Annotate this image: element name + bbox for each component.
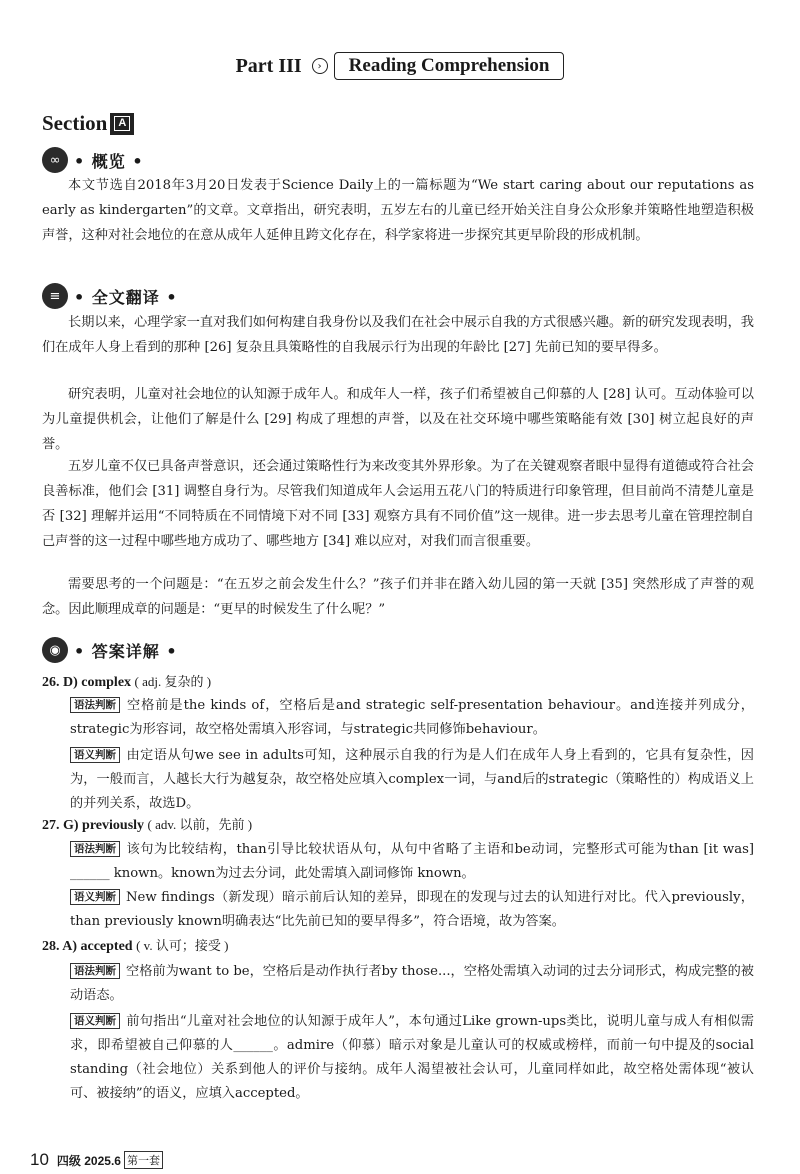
answers-heading-text: • 答案详解 • (74, 641, 178, 661)
overview-heading (42, 147, 144, 173)
part-title: Reading Comprehension (334, 52, 565, 80)
translation-p4: 需要思考的一个问题是：“在五岁之前会发生什么？”孩子们并非在踏入幼儿园的第一天就 [35] 突然形成了声誉的观念。因此顺理成章的问题是：“更早的时候发生了什么呢？” (42, 577, 754, 617)
answer-28-head (42, 935, 228, 955)
answer-26-note: ( adj. 复杂的 ) (134, 674, 212, 689)
answer-27-head (42, 814, 252, 834)
answer-26-meaning-text: 由定语从句we see in adults可知，这种展示自我的行为是人们在成年人身上看到的，它具有复杂性，因为，一般而言，人越长大行为越复杂，故空格处应填入complex一词，与and后的strategic（策略性的）构成语义上的并列关系，故选D。 (70, 748, 754, 811)
meaning-tag: 语义判断 (70, 889, 120, 905)
answer-28-note: ( v. 认可；接受 ) (136, 938, 229, 953)
footer-volume: 第一套 (124, 1151, 163, 1169)
page-footer (30, 1150, 163, 1170)
answer-27-note: ( adv. 以前，先前 ) (147, 817, 253, 832)
answers-heading (42, 637, 178, 663)
section-title (42, 111, 134, 136)
answer-27-grammar (70, 838, 754, 886)
part-header (0, 50, 800, 82)
grammar-tag: 语法判断 (70, 963, 120, 979)
glasses-icon: ∞ (42, 147, 68, 173)
grammar-tag: 语法判断 (70, 841, 120, 857)
answer-28-label: 28. A) accepted (42, 939, 133, 954)
answer-28-meaning (70, 1010, 754, 1106)
translation-p3: 五岁儿童不仅已具备声誉意识，还会通过策略性行为来改变其外界形象。为了在关键观察者眼中显得有道德或符合社会良善标准，他们会 [31] 调整自身行为。尽管我们知道成年人会运用五花八门的特质进行印象管理，但目前尚不清楚儿童是否 [32] 理解并运用“不同特质在不同情境下对不同 [33] 观察方具有不同价值”这一规律。进一步去思考儿童在管理控制自己声誉的这一过程中哪些地方成功了、哪些地方 [34] 难以应对，对我们而言很重要。 (42, 459, 754, 549)
meaning-tag: 语义判断 (70, 1013, 120, 1029)
overview-text: 本文节选自2018年3月20日发表于Science Daily上的一篇标题为“We start caring about our reputations as early as kindergarten”的文章。文章指出，研究表明，五岁左右的儿童已经开始关注自身公众形象并策略性地塑造积极声誉，这种对社会地位的在意从成年人延伸且跨文化存在，科学家将进一步探究其更早阶段的形成机制。 (42, 178, 754, 243)
chevron-right-icon: › (312, 58, 328, 74)
answer-26-grammar (70, 694, 754, 742)
section-letter: A (114, 116, 130, 131)
page-number: 10 (30, 1150, 49, 1169)
answer-27-meaning (70, 886, 754, 934)
answer-26-label: 26. D) complex (42, 675, 132, 690)
answer-28-grammar (70, 960, 754, 1008)
translation-p2: 研究表明，儿童对社会地位的认知源于成年人。和成年人一样，孩子们希望被自己仰慕的人 [28] 认可。互动体验可以为儿童提供机会，让他们了解是什么 [29] 构成了理想的声誉，以及在社交环境中哪些策略能有效 [30] 树立起良好的声誉。 (42, 387, 754, 452)
answer-26-meaning (70, 744, 754, 816)
answer-26-grammar-text: 空格前是the kinds of，空格后是and strategic self-presentation behaviour。and连接并列成分，strategic为形容词，故空格处需填入形容词，与strategic共同修饰behaviour。 (70, 698, 754, 737)
answer-28-grammar-text: 空格前为want to be，空格后是动作执行者by those...，空格处需填入动词的过去分词形式，构成完整的被动语态。 (70, 964, 754, 1003)
answer-27-label: 27. G) previously (42, 818, 145, 833)
translation-p1: 长期以来，心理学家一直对我们如何构建自我身份以及我们在社会中展示自我的方式很感兴趣。新的研究发现表明，我们在成年人身上看到的那种 [26] 复杂且具策略性的自我展示行为出现的年龄比 [27] 先前已知的要早得多。 (42, 315, 754, 355)
overview-heading-text: • 概览 • (74, 151, 144, 171)
translation-heading (42, 283, 178, 309)
chat-icon: ≡ (42, 283, 68, 309)
footer-info: 四级 2025.6 (56, 1153, 121, 1168)
answer-27-meaning-text: New findings（新发现）暗示前后认知的差异，即现在的发现与过去的认知进行对比。代入previously，than previously known明确表达“比先前已知的要早得多”，符合语境，故为答案。 (70, 890, 754, 929)
answer-27-grammar-text: 该句为比较结构，than引导比较状语从句，从句中省略了主语和be动词，完整形式可能为than [it was] ______ known。known为过去分词，此处需填入副词修饰 known。 (70, 842, 754, 881)
bulb-icon: ◉ (42, 637, 68, 663)
section-word: Section (42, 111, 108, 135)
part-label: Part III (235, 54, 302, 77)
meaning-tag: 语义判断 (70, 747, 120, 763)
translation-heading-text: • 全文翻译 • (74, 287, 178, 307)
section-letter-badge (110, 113, 134, 135)
answer-28-meaning-text: 前句指出“儿童对社会地位的认知源于成年人”，本句通过Like grown-ups类比，说明儿童与成人有相似需求，即希望被自己仰慕的人______。admire（仰慕）暗示对象是儿童认可的权威或榜样，而前一句中提及的social standing（社会地位）关系到他人的评价与接纳。成年人渴望被社会认可，儿童同样如此，故空格处需体现“被认可、被接纳”的语义，应填入accepted。 (70, 1014, 754, 1101)
answer-26-head (42, 671, 211, 691)
grammar-tag: 语法判断 (70, 697, 120, 713)
